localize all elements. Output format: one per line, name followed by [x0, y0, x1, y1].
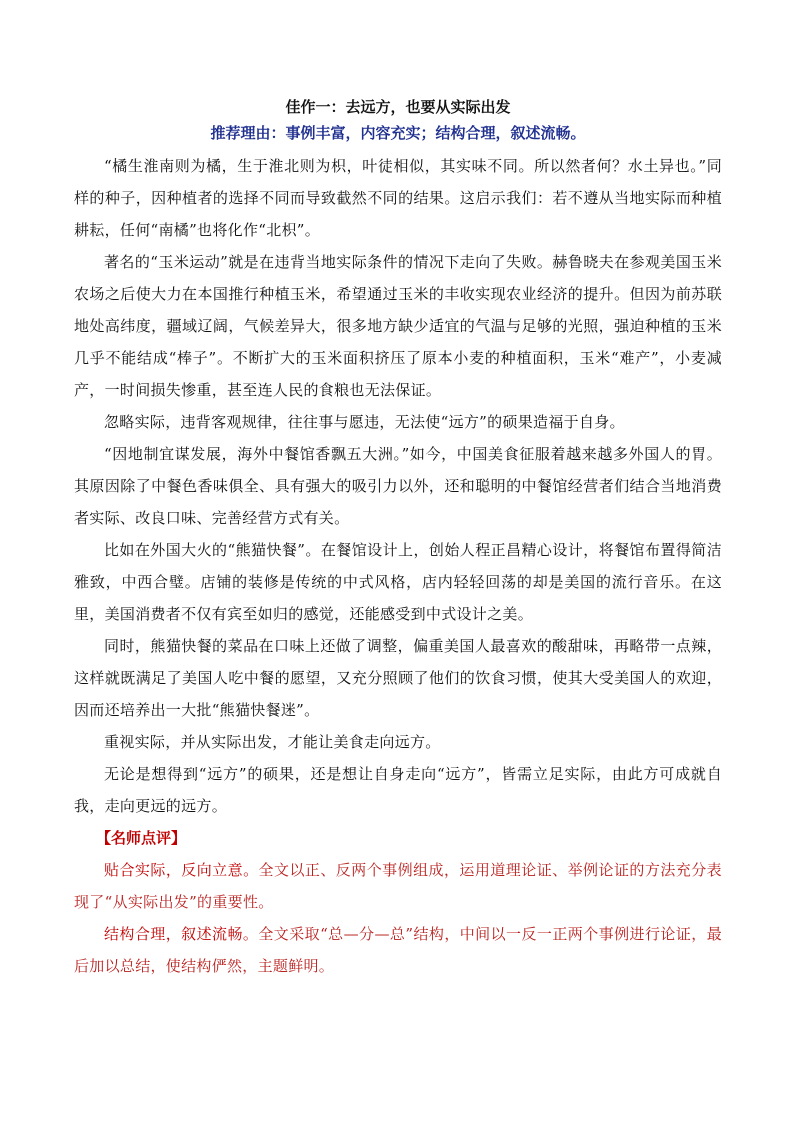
review-text: 全文采取“总—分—总”结构，中间以一反一正两个事例进行论证，最后加以总结，使结构俨然，主题鲜明。 — [74, 925, 722, 975]
document-page — [74, 96, 722, 982]
essay-paragraph: 无论是想得到“远方”的硕果，还是想让自身走向“远方”，皆需立足实际，由此方可成就自我，走向更远的远方。 — [74, 765, 722, 815]
essay-title: 佳作一：去远方，也要从实际出发 — [285, 98, 511, 116]
teacher-review-item — [74, 918, 722, 982]
teacher-review-heading: 【名师点评】 — [96, 829, 187, 847]
essay-paragraph: 比如在外国大火的“熊猫快餐”。在餐馆设计上，创始人程正昌精心设计，将餐馆布置得简洁雅致，中西合璧。店铺的装修是传统的中式风格，店内轻轻回荡的却是美国的流行音乐。在这里，美国消费者不仅有宾至如归的感觉，还能感受到中式设计之美。 — [74, 541, 722, 623]
recommendation-reason: 推荐理由：事例丰富，内容充实；结构合理，叙述流畅。 — [210, 124, 586, 142]
essay-paragraph: 重视实际，并从实际出发，才能让美食走向远方。 — [104, 733, 441, 751]
essay-paragraph: 忽略实际，违背客观规律，往往事与愿违，无法使“远方”的硕果造福于自身。 — [104, 413, 625, 431]
review-lead: 结构合理，叙述流畅。 — [104, 925, 259, 943]
essay-paragraph: 同时，熊猫快餐的菜品在口味上还做了调整，偏重美国人最喜欢的酸甜味，再略带一点辣，这样就既满足了美国人吃中餐的愿望，又充分照顾了他们的饮食习惯，使其大受美国人的欢迎，因而还培养出一大批“熊猫快餐迷”。 — [74, 637, 722, 719]
essay-paragraph: “因地制宜谋发展，海外中餐馆香飘五大洲。”如今，中国美食征服着越来越多外国人的胃。其原因除了中餐色香味俱全、具有强大的吸引力以外，还和聪明的中餐馆经营者们结合当地消费者实际、改良口味、完善经营方式有关。 — [74, 445, 722, 527]
essay-paragraph: 著名的“玉米运动”就是在违背当地实际条件的情况下走向了失败。赫鲁晓夫在参观美国玉米农场之后使大力在本国推行种植玉米，希望通过玉米的丰收实现农业经济的提升。但因为前苏联地处高纬度，疆域辽阔，气候差异大，很多地方缺少适宜的气温与足够的光照，强迫种植的玉米几乎不能结成“棒子”。不断扩大的玉米面积挤压了原本小麦的种植面积，玉米“难产”，小麦减产，一时间损失惨重，甚至连人民的食粮也无法保证。 — [74, 253, 722, 399]
essay-paragraph: “橘生淮南则为橘，生于淮北则为枳，叶徒相似，其实味不同。所以然者何？水土异也。”同样的种子，因种植者的选择不同而导致截然不同的结果。这启示我们：若不遵从当地实际而种植耕耘，任何“南橘”也将化作“北枳”。 — [74, 157, 722, 239]
review-text: 全文以正、反两个事例组成，运用道理论证、举例论证的方法充分表现了“从实际出发”的重要性。 — [74, 861, 722, 911]
review-lead: 贴合实际，反向立意。 — [104, 861, 259, 879]
teacher-review-item — [74, 854, 722, 918]
